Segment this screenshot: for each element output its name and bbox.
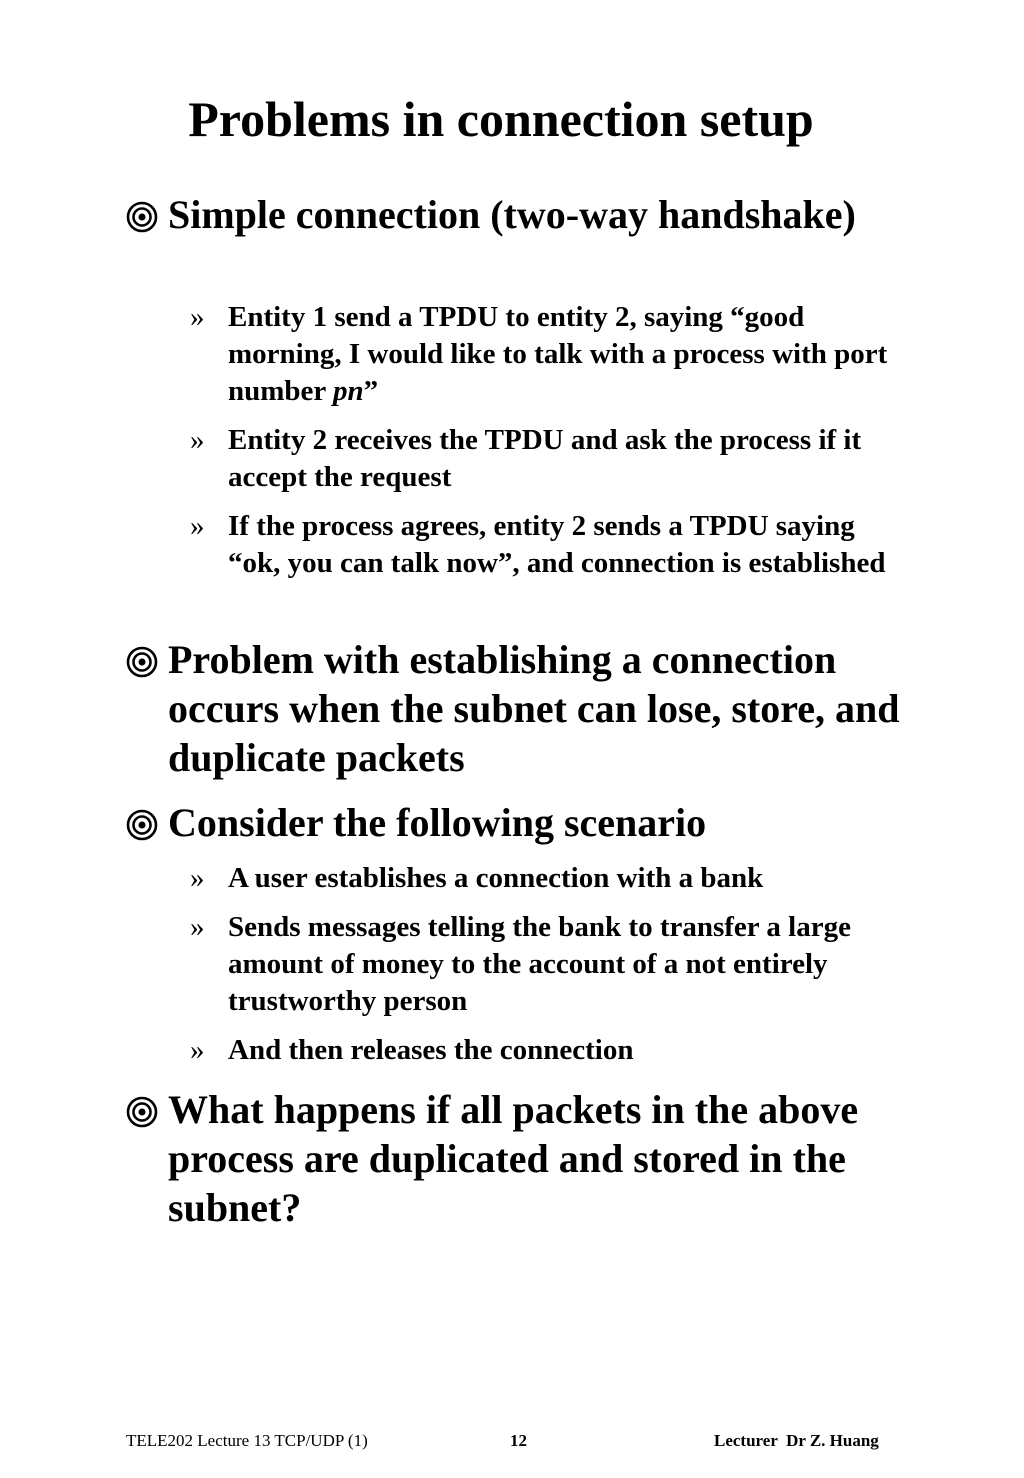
subitem-user-establishes — [190, 860, 910, 897]
subitem-marker: » — [190, 510, 205, 542]
bullet-text: Simple connection (two-way handshake) — [168, 192, 856, 237]
double-circle-bullet-icon — [126, 1096, 158, 1128]
double-circle-bullet-icon — [126, 646, 158, 678]
subitem-marker: » — [190, 862, 205, 894]
subitem-sends-messages — [190, 909, 910, 1020]
subitem-text: A user establishes a connection with a bank — [228, 862, 764, 894]
subitem-text: And then releases the connection — [228, 1034, 634, 1066]
subitem-text — [228, 299, 910, 410]
subitem-entity2-receives — [190, 422, 910, 496]
subitem-entity1-sends — [190, 299, 910, 410]
subitem-text: Sends messages telling the bank to transfer a large amount of money to the account of a not entirely trustworthy person — [228, 911, 851, 1017]
subitem-text-main: Entity 1 send a TPDU to entity 2, saying “good morning, I would like to talk with a process with port number — [228, 301, 888, 407]
subitem-text: Entity 2 receives the TPDU and ask the process if it accept the request — [228, 424, 862, 493]
subitem-text: If the process agrees, entity 2 sends a TPDU saying “ok, you can talk now”, and connection is established — [228, 510, 886, 579]
footer-course: TELE202 Lecture 13 TCP/UDP (1) — [126, 1431, 368, 1450]
bullet-simple-connection — [126, 190, 916, 239]
subitem-marker: » — [190, 301, 205, 333]
subitem-marker: » — [190, 1034, 205, 1066]
subitem-marker: » — [190, 424, 205, 456]
bullet-text: What happens if all packets in the above process are duplicated and stored in the subnet? — [168, 1087, 859, 1230]
bullet-consider-scenario — [126, 798, 916, 847]
subitem-process-agrees — [190, 508, 910, 582]
subitem-releases-connection — [190, 1032, 910, 1069]
slide-title: Problems in connection setup — [188, 91, 814, 147]
double-circle-bullet-icon — [126, 201, 158, 233]
double-circle-bullet-icon — [126, 809, 158, 841]
footer-page-number: 12 — [510, 1431, 527, 1450]
bullet-problem-establishing — [126, 635, 916, 782]
bullet-text: Consider the following scenario — [168, 800, 707, 845]
footer-lecturer: Lecturer Dr Z. Huang — [714, 1431, 879, 1450]
subitem-text-end: ” — [363, 375, 379, 407]
subitem-marker: » — [190, 911, 205, 943]
bullet-text: Problem with establishing a connection occurs when the subnet can lose, store, and duplicate packets — [168, 637, 900, 780]
subitem-emphasis: pn — [333, 375, 364, 407]
bullet-what-happens — [126, 1085, 916, 1232]
